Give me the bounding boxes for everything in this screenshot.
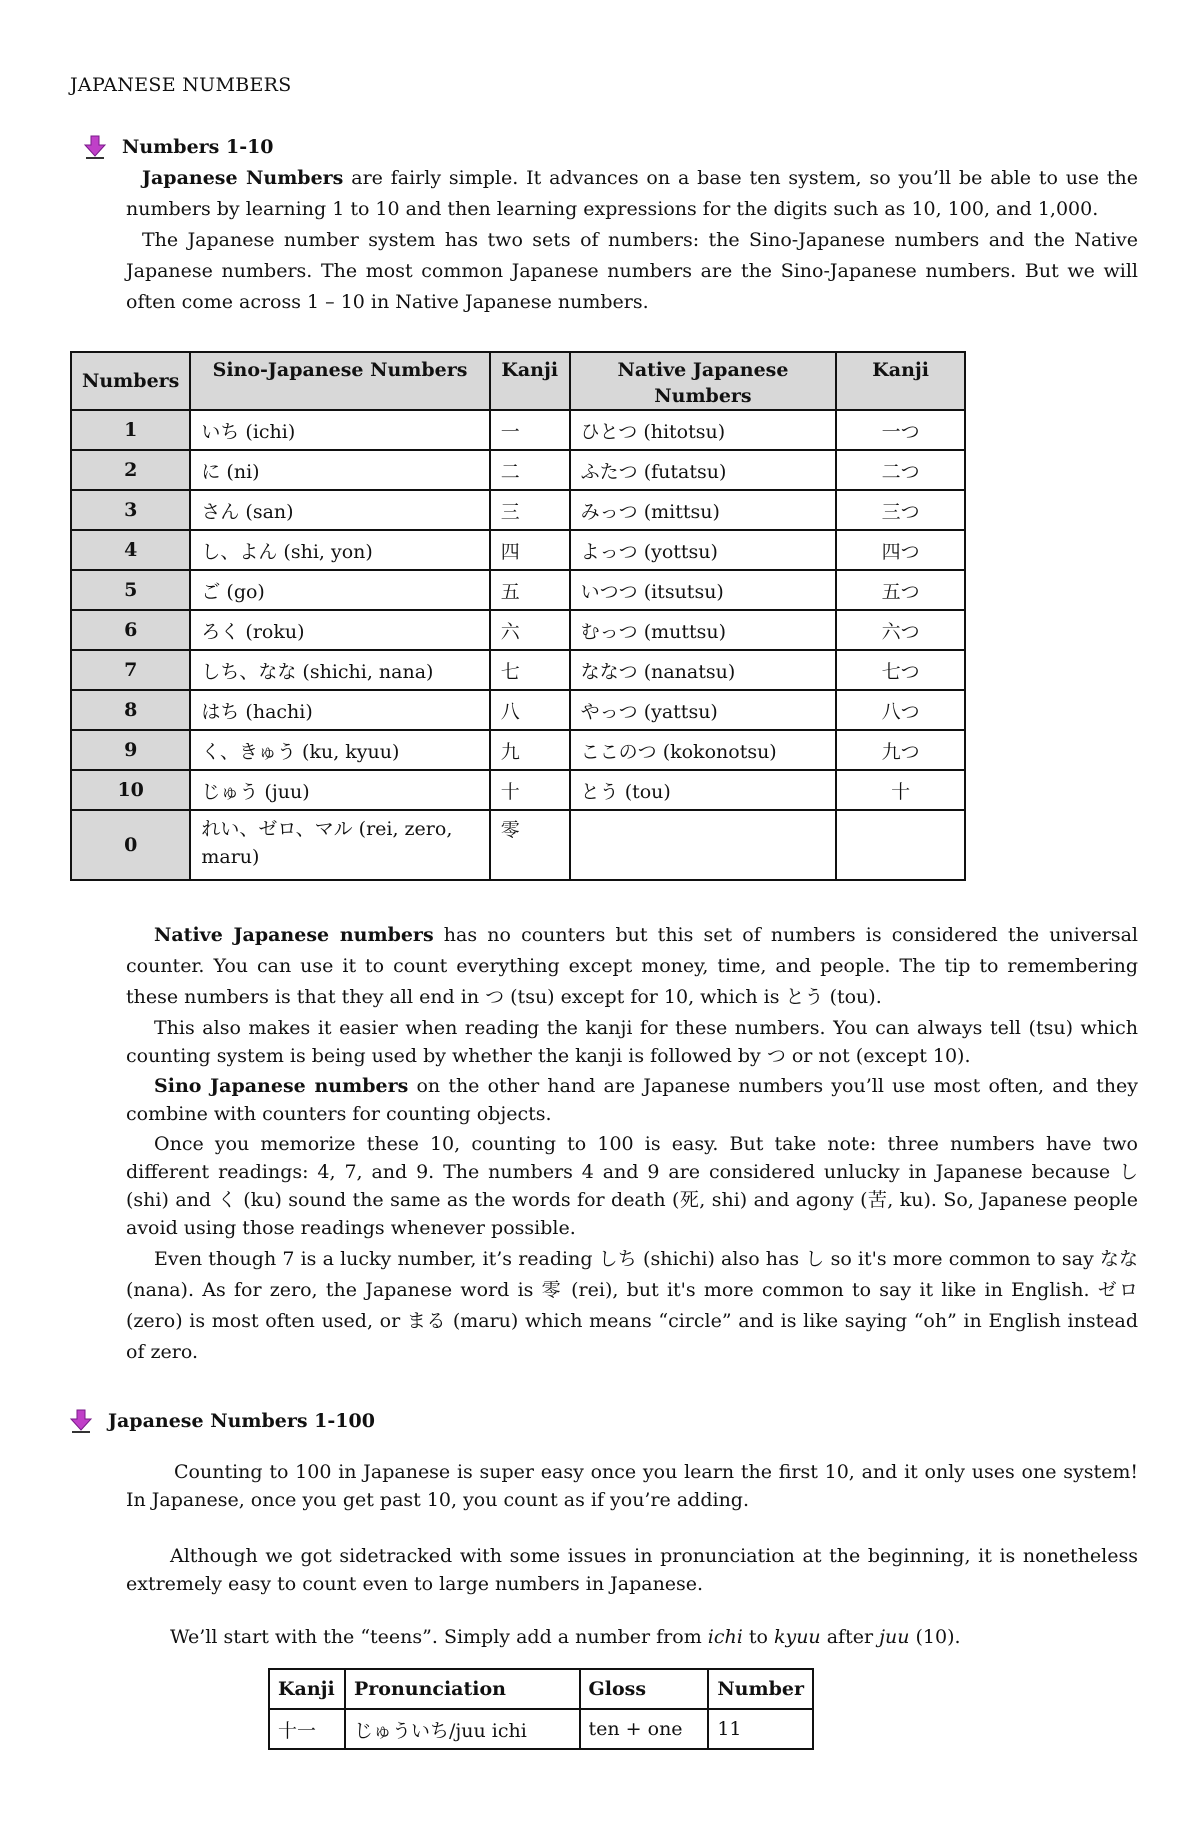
- header-kanji: Kanji: [490, 352, 570, 410]
- native-kanji-cell: 十: [836, 770, 965, 810]
- kanji-cell: 零: [490, 810, 570, 880]
- native-kanji-cell: [836, 810, 965, 880]
- kanji-cell: 三: [490, 490, 570, 530]
- bullet-arrow-icon: [82, 134, 108, 160]
- table-header-row: [71, 352, 965, 410]
- native-japanese-cell: ここのつ (kokonotsu): [570, 730, 837, 770]
- kanji-cell: 四: [490, 530, 570, 570]
- kanji-reading-paragraph: This also makes it easier when reading the kanji for these numbers. You can always tell (tsu) which counting system is being used by whether the kanji is followed by つ or not (except 10).: [126, 1017, 1138, 1067]
- bold-term: Japanese Numbers: [142, 167, 344, 189]
- native-kanji-cell: 一つ: [836, 410, 965, 450]
- native-kanji-cell: 八つ: [836, 690, 965, 730]
- number-cell: 5: [71, 570, 190, 610]
- table-row: [71, 770, 965, 810]
- kanji-cell: 八: [490, 690, 570, 730]
- sino-japanese-cell: ご (go): [190, 570, 489, 610]
- heading-text: Numbers 1-10: [122, 136, 274, 158]
- native-japanese-cell: ふたつ (futatsu): [570, 450, 837, 490]
- header-gloss: Gloss: [580, 1669, 709, 1709]
- kanji-cell: 十: [490, 770, 570, 810]
- paragraph-text: on the other hand are Japanese numbers you’ll use most often, and they combine with counters for counting objects.: [126, 1075, 1138, 1125]
- intro-paragraph-1: [126, 163, 1138, 225]
- table-row: [71, 650, 965, 690]
- paragraph-text: are fairly simple. It advances on a base ten system, so you’ll be able to use the numbers by learning 1 to 10 and then learning expressions for the digits such as 10, 100, and 1,000.: [126, 167, 1138, 220]
- sino-japanese-cell: じゅう (juu): [190, 770, 489, 810]
- kanji-cell: 一: [490, 410, 570, 450]
- table-row: [71, 730, 965, 770]
- native-kanji-cell: 六つ: [836, 610, 965, 650]
- native-kanji-cell: 七つ: [836, 650, 965, 690]
- table-header-row: [269, 1669, 813, 1709]
- counting-paragraph: Counting to 100 in Japanese is super easy once you learn the first 10, and it only uses one system! In Japanese, once you get past 10, you count as if you’re adding.: [126, 1461, 1138, 1511]
- native-japanese-cell: [570, 810, 837, 880]
- sino-japanese-cell: れい、ゼロ、マル (rei, zero, maru): [190, 810, 489, 880]
- memorize-paragraph: Once you memorize these 10, counting to 100 is easy. But take note: three numbers have two different readings: 4, 7, and 9. The numbers 4 and 9 are considered unlucky in Japanese because し (shi) and く (ku) sound the same as the words for death (死, shi) and agony (苦, ku). So, Japanese people avoid using those readings whenever possible.: [126, 1133, 1138, 1239]
- bold-term: Native Japanese numbers: [154, 924, 434, 946]
- italic-term: kyuu: [773, 1626, 821, 1648]
- table-row: [71, 410, 965, 450]
- number-cell: 3: [71, 490, 190, 530]
- native-kanji-cell: 五つ: [836, 570, 965, 610]
- native-kanji-cell: 四つ: [836, 530, 965, 570]
- header-native-japanese: Native Japanese Numbers: [570, 352, 837, 410]
- header-pronunciation: Pronunciation: [345, 1669, 580, 1709]
- header-number: Number: [708, 1669, 813, 1709]
- sino-japanese-cell: し、よん (shi, yon): [190, 530, 489, 570]
- number-cell: 4: [71, 530, 190, 570]
- kanji-cell: 十一: [269, 1709, 345, 1749]
- heading-text: Japanese Numbers 1-100: [108, 1410, 375, 1432]
- native-numbers-paragraph: [126, 920, 1138, 1013]
- table-row: [71, 690, 965, 730]
- table-row: [71, 570, 965, 610]
- native-japanese-cell: みっつ (mittsu): [570, 490, 837, 530]
- table-row-zero: [71, 810, 965, 880]
- italic-term: juu: [879, 1626, 910, 1648]
- native-japanese-cell: やっつ (yattsu): [570, 690, 837, 730]
- native-japanese-cell: ななつ (nanatsu): [570, 650, 837, 690]
- kanji-cell: 七: [490, 650, 570, 690]
- native-japanese-cell: むっつ (muttsu): [570, 610, 837, 650]
- bullet-arrow-icon: [68, 1408, 94, 1434]
- numbers-1-10-table: [70, 351, 966, 881]
- gloss-cell: ten + one: [580, 1709, 709, 1749]
- sino-japanese-cell: く、きゅう (ku, kyuu): [190, 730, 489, 770]
- header-numbers: Numbers: [71, 352, 190, 410]
- header-kanji: Kanji: [269, 1669, 345, 1709]
- number-cell: 11: [708, 1709, 813, 1749]
- pronunciation-paragraph: Although we got sidetracked with some issues in pronunciation at the beginning, it is nonetheless extremely easy to count even to large numbers in Japanese.: [126, 1545, 1138, 1595]
- native-kanji-cell: 九つ: [836, 730, 965, 770]
- number-cell: 8: [71, 690, 190, 730]
- pronunciation-cell: じゅういち/juu ichi: [345, 1709, 580, 1749]
- number-cell: 2: [71, 450, 190, 490]
- sino-japanese-cell: しち、なな (shichi, nana): [190, 650, 489, 690]
- sino-numbers-paragraph: [126, 1072, 1138, 1128]
- sino-japanese-cell: ろく (roku): [190, 610, 489, 650]
- paragraph-text: has no counters but this set of numbers is considered the universal counter. You can use it to count everything except money, time, and people. The tip to remembering these numbers is that they all end in つ (tsu) except for 10, which is とう (tou).: [126, 924, 1139, 1008]
- sino-japanese-cell: いち (ichi): [190, 410, 489, 450]
- paragraph-text: to: [742, 1626, 774, 1648]
- bold-term: Sino Japanese numbers: [154, 1075, 409, 1097]
- number-cell: 1: [71, 410, 190, 450]
- paragraph-text: We’ll start with the “teens”. Simply add a number from: [170, 1626, 708, 1648]
- number-cell: 9: [71, 730, 190, 770]
- native-japanese-cell: とう (tou): [570, 770, 837, 810]
- number-cell: 0: [71, 810, 190, 880]
- table-row: [71, 450, 965, 490]
- native-kanji-cell: 三つ: [836, 490, 965, 530]
- kanji-cell: 二: [490, 450, 570, 490]
- teens-paragraph: [126, 1622, 1138, 1653]
- sino-japanese-cell: に (ni): [190, 450, 489, 490]
- paragraph-text: (10).: [909, 1626, 961, 1648]
- table-row: [71, 490, 965, 530]
- native-japanese-cell: よっつ (yottsu): [570, 530, 837, 570]
- section-heading-numbers-1-10: [82, 134, 274, 160]
- header-native-kanji: Kanji: [836, 352, 965, 410]
- teens-table: [268, 1668, 814, 1750]
- section-heading-numbers-1-100: [68, 1408, 375, 1434]
- sino-japanese-cell: はち (hachi): [190, 690, 489, 730]
- sino-japanese-cell: さん (san): [190, 490, 489, 530]
- kanji-cell: 九: [490, 730, 570, 770]
- table-row: [71, 530, 965, 570]
- document-title: JAPANESE NUMBERS: [70, 74, 292, 96]
- number-cell: 7: [71, 650, 190, 690]
- header-sino-japanese: Sino-Japanese Numbers: [190, 352, 489, 410]
- native-japanese-cell: ひとつ (hitotsu): [570, 410, 837, 450]
- native-kanji-cell: 二つ: [836, 450, 965, 490]
- table-row: [71, 610, 965, 650]
- number-cell: 6: [71, 610, 190, 650]
- paragraph-text: after: [820, 1626, 880, 1648]
- number-cell: 10: [71, 770, 190, 810]
- lucky-number-paragraph: Even though 7 is a lucky number, it’s reading しち (shichi) also has し so it's more common to say なな (nana). As for zero, the Japanese word is 零 (rei), but it's more common to say it like in English. ゼロ (zero) is most often used, or まる (maru) which means “circle” and is like saying “oh” in English instead of zero.: [126, 1248, 1138, 1363]
- kanji-cell: 六: [490, 610, 570, 650]
- intro-paragraph-2: The Japanese number system has two sets of numbers: the Sino-Japanese numbers and the Native Japanese numbers. The most common Japanese numbers are the Sino-Japanese numbers. But we will often come across 1 – 10 in Native Japanese numbers.: [126, 229, 1138, 313]
- kanji-cell: 五: [490, 570, 570, 610]
- native-japanese-cell: いつつ (itsutsu): [570, 570, 837, 610]
- italic-term: ichi: [707, 1626, 743, 1648]
- table-row: [269, 1709, 813, 1749]
